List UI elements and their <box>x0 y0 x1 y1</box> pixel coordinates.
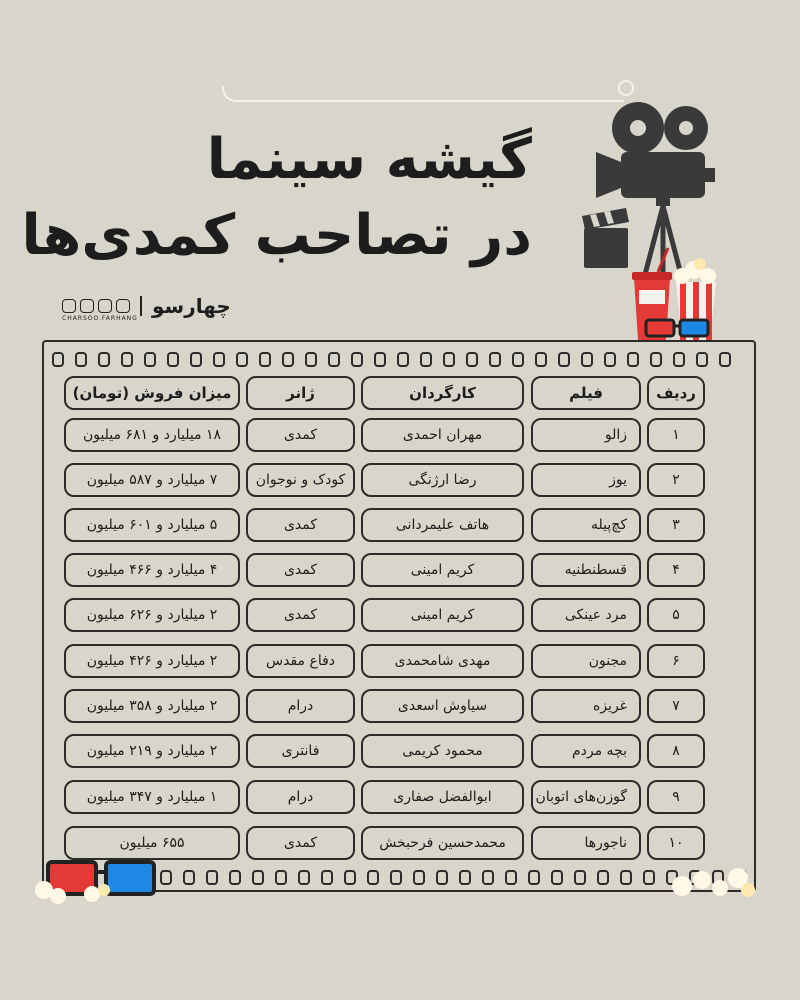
row-genre: کمدی <box>246 508 355 542</box>
popcorn-icon <box>668 862 758 900</box>
row-index: ۹ <box>647 780 705 814</box>
row-index: ۲ <box>647 463 705 497</box>
row-index: ۱ <box>647 418 705 452</box>
3d-glasses-icon <box>646 320 708 336</box>
heart-icon[interactable] <box>62 299 76 313</box>
header-director: کارگردان <box>361 376 524 410</box>
row-sales: ۴ میلیارد و ۴۶۶ میلیون <box>64 553 240 587</box>
telegram-icon[interactable] <box>116 299 130 313</box>
row-director: مهران احمدی <box>361 418 524 452</box>
row-film: مرد عینکی <box>531 598 641 632</box>
row-genre: کودک و نوجوان <box>246 463 355 497</box>
header-genre: ژانر <box>246 376 355 410</box>
row-genre: درام <box>246 780 355 814</box>
row-film: غریزه <box>531 689 641 723</box>
row-sales: ۲ میلیارد و ۴۲۶ میلیون <box>64 644 240 678</box>
row-director: محمود کریمی <box>361 734 524 768</box>
title-line-2: در تصاحب کمدی‌ها <box>21 203 532 268</box>
row-film: کچ‌پیله <box>531 508 641 542</box>
row-sales: ۲ میلیارد و ۲۱۹ میلیون <box>64 734 240 768</box>
row-genre: درام <box>246 689 355 723</box>
row-film: یوز <box>531 463 641 497</box>
row-director: محمدحسین فرحبخش <box>361 826 524 860</box>
row-index: ۸ <box>647 734 705 768</box>
social-icons <box>62 299 130 313</box>
row-sales: ۶۵۵ میلیون <box>64 826 240 860</box>
row-sales: ۷ میلیارد و ۵۸۷ میلیون <box>64 463 240 497</box>
row-director: ابوالفضل صفاری <box>361 780 524 814</box>
row-index: ۵ <box>647 598 705 632</box>
bale-icon[interactable] <box>80 299 94 313</box>
row-film: بچه مردم <box>531 734 641 768</box>
title-line-1: گیشه سینما <box>206 127 532 192</box>
row-index: ۳ <box>647 508 705 542</box>
decorative-dot <box>618 80 634 96</box>
3d-glasses-icon <box>32 856 162 904</box>
row-index: ۱۰ <box>647 826 705 860</box>
film-holes-top <box>52 352 800 367</box>
row-index: ۷ <box>647 689 705 723</box>
row-sales: ۵ میلیارد و ۶۰۱ میلیون <box>64 508 240 542</box>
decorative-line <box>222 86 624 102</box>
cinema-illustration <box>576 96 776 346</box>
row-index: ۶ <box>647 644 705 678</box>
clapperboard-icon <box>582 208 629 268</box>
row-film: گوزن‌های اتوبان <box>531 780 641 814</box>
row-film: مجنون <box>531 644 641 678</box>
row-film: قسطنطنیه <box>531 553 641 587</box>
row-director: هاتف علیمردانی <box>361 508 524 542</box>
row-sales: ۲ میلیارد و ۶۲۶ میلیون <box>64 598 240 632</box>
row-director: سیاوش اسعدی <box>361 689 524 723</box>
brand-logo: چهارسو <box>152 294 231 318</box>
brand-separator <box>140 296 142 316</box>
row-director: رضا ارژنگی <box>361 463 524 497</box>
row-director: مهدی شامحمدی <box>361 644 524 678</box>
brand-handle: CHARSOO.FARHANG <box>62 315 138 322</box>
row-film: ناجورها <box>531 826 641 860</box>
row-genre: کمدی <box>246 826 355 860</box>
row-index: ۴ <box>647 553 705 587</box>
row-genre: کمدی <box>246 418 355 452</box>
header-sales: میزان فروش (تومان) <box>64 376 240 410</box>
row-director: کریم امینی <box>361 598 524 632</box>
row-sales: ۱۸ میلیارد و ۶۸۱ میلیون <box>64 418 240 452</box>
row-genre: کمدی <box>246 598 355 632</box>
row-genre: کمدی <box>246 553 355 587</box>
row-sales: ۱ میلیارد و ۳۴۷ میلیون <box>64 780 240 814</box>
page-title <box>22 122 532 274</box>
header-film: فیلم <box>531 376 641 410</box>
row-sales: ۲ میلیارد و ۳۵۸ میلیون <box>64 689 240 723</box>
header-index: ردیف <box>647 376 705 410</box>
row-film: زالو <box>531 418 641 452</box>
instagram-icon[interactable] <box>98 299 112 313</box>
row-director: کریم امینی <box>361 553 524 587</box>
row-genre: فانتری <box>246 734 355 768</box>
row-genre: دفاع مقدس <box>246 644 355 678</box>
